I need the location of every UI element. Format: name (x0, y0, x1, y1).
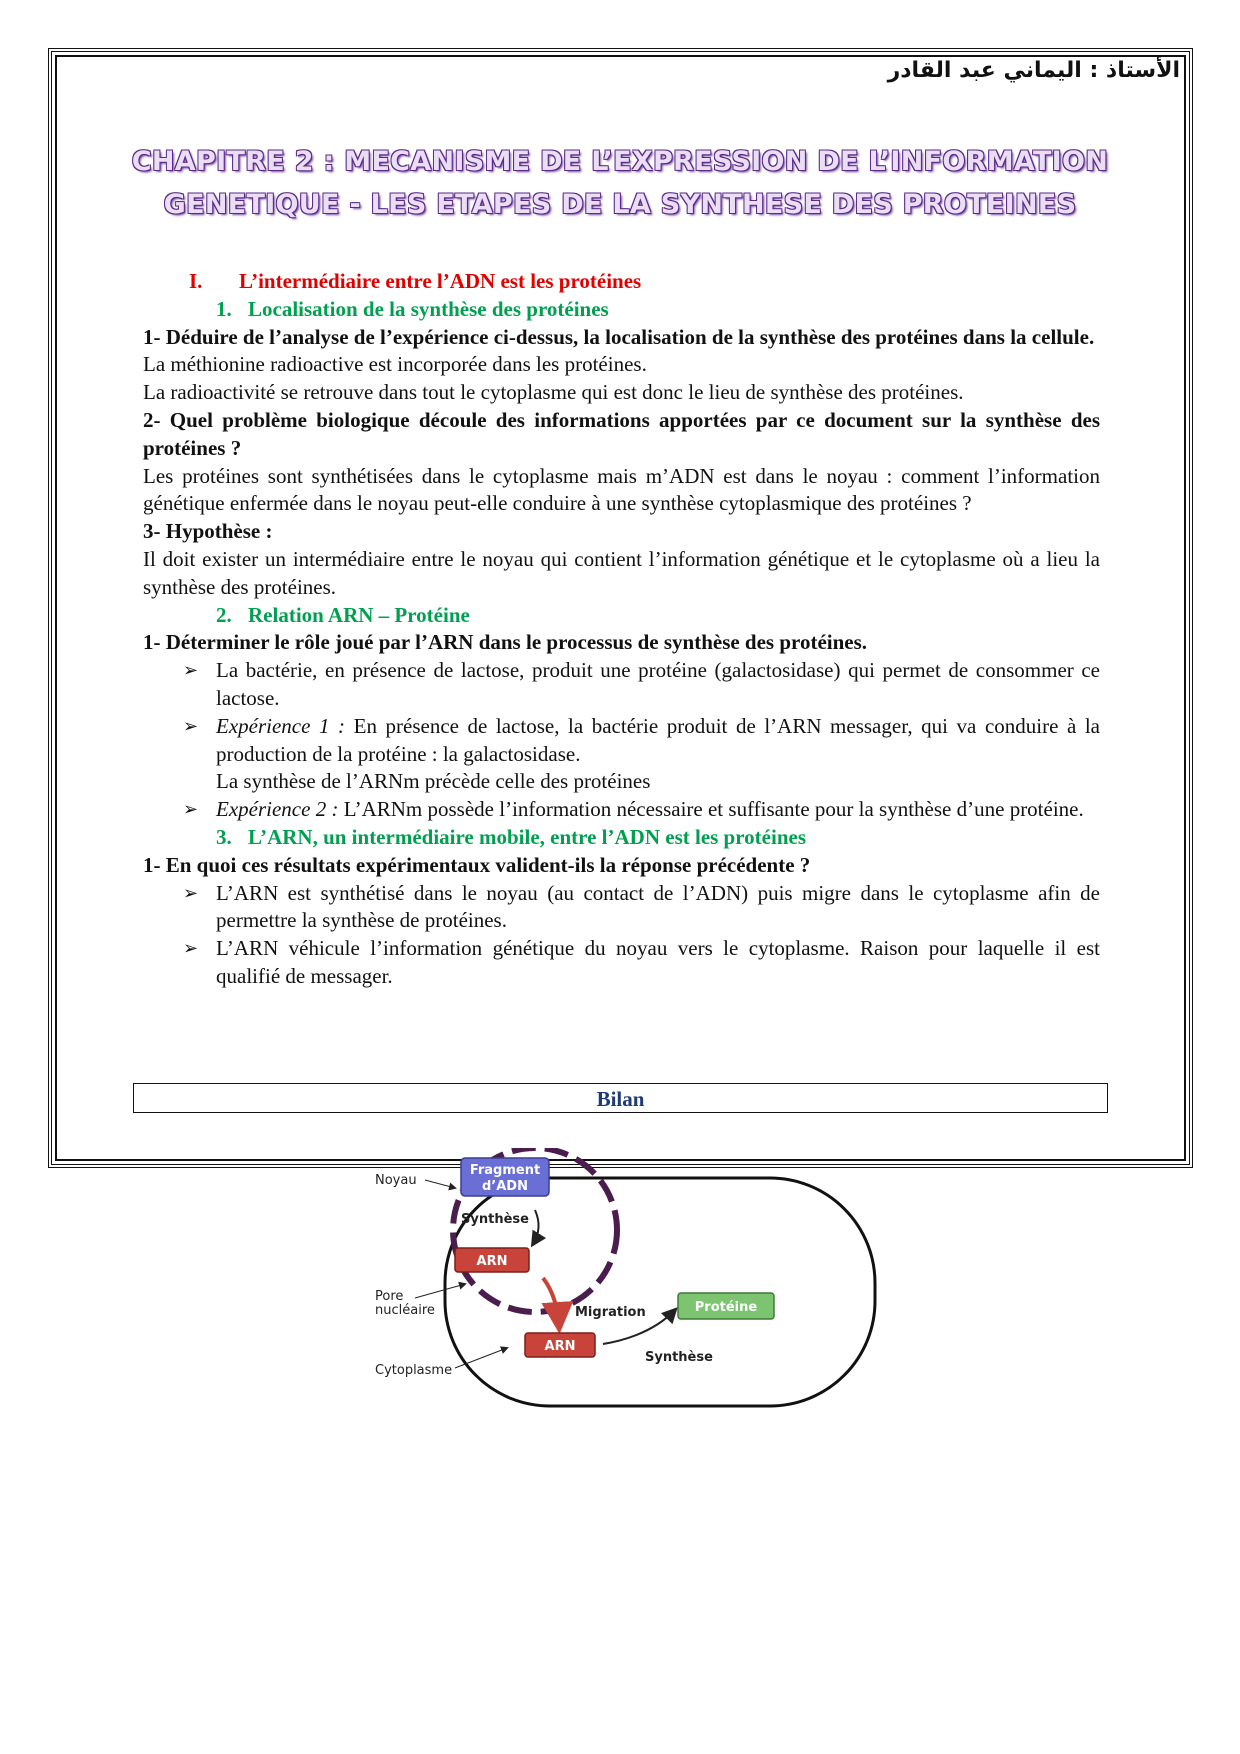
subsection-1-heading: 1. Localisation de la synthèse des protéines (216, 296, 609, 321)
pore-label-2: nucléaire (375, 1303, 435, 1318)
arrow-bullet-icon: ➢ (183, 715, 199, 737)
synthesis-label-1: Synthèse (461, 1212, 529, 1227)
question-1-3: 3- Hypothèse : (143, 519, 273, 544)
synthesis-arrow-1 (533, 1210, 539, 1244)
bullet-2-3: ➢ Expérience 2 : L’ARNm possède l’information nécessaire et suffisante pour la synthèse d’une protéine. (143, 796, 1100, 824)
arrow-bullet-icon: ➢ (183, 799, 199, 821)
dna-label-1: Fragment (469, 1163, 541, 1178)
arrow-bullet-icon: ➢ (183, 882, 199, 904)
answer-1-2: Les protéines sont synthétisées dans le cytoplasme mais m’ADN est dans le noyau : comment l’information génétique enfermée dans le noyau peut-elle conduire à une synthèse cytoplasmique des protéines ? (143, 463, 1100, 516)
subsection-2-heading: 2. Relation ARN – Protéine (216, 602, 470, 627)
question-3-1: 1- En quoi ces résultats expérimentaux valident-ils la réponse précédente ? (143, 852, 811, 877)
title-line-1: CHAPITRE 2 : MECANISME DE L’EXPRESSION DE L’INFORMATION (131, 146, 1109, 177)
answer-1-1a: La méthionine radioactive est incorporée dans les protéines. (143, 352, 647, 377)
title-line-2: GENETIQUE - LES ETAPES DE LA SYNTHESE DES PROTEINES (163, 189, 1077, 220)
question-2-1: 1- Déterminer le rôle joué par l’ARN dans le processus de synthèse des protéines. (143, 630, 868, 655)
bullet-2-1: ➢ La bactérie, en présence de lactose, produit une protéine (galactosidase) qui permet de consommer ce lactose. (183, 658, 1100, 710)
arrow-bullet-icon: ➢ (183, 938, 199, 960)
author-name: الأستاذ : اليماني عبد القادر (887, 58, 1180, 83)
rna-label-1: ARN (476, 1254, 508, 1269)
page-title (90, 140, 1150, 226)
nucleus-pointer (425, 1180, 455, 1188)
nucleus-label: Noyau (375, 1173, 417, 1188)
migration-arrow (543, 1278, 559, 1326)
answer-1-3: Il doit exister un intermédiaire entre le noyau qui contient l’information génétique et le cytoplasme où a lieu la synthèse des protéines. (143, 546, 1100, 599)
note-2-2: La synthèse de l’ARNm précède celle des protéines (216, 769, 651, 794)
migration-label: Migration (575, 1305, 646, 1320)
pore-label-1: Pore (375, 1289, 404, 1304)
bullet-2-2: ➢ Expérience 1 : En présence de lactose, la bactérie produit de l’ARN messager, qui va conduire à la production de la protéine : la galactosidase. (183, 713, 1101, 766)
arrow-bullet-icon: ➢ (183, 660, 199, 682)
bullet-3-1: ➢ L’ARN est synthétisé dans le noyau (au contact de l’ADN) puis migre dans le cytoplasme afin de permettre la synthèse de protéines. (183, 880, 1100, 933)
section-1-heading: I. L’intermédiaire entre l’ADN est les protéines (189, 269, 642, 293)
synthesis-label-2: Synthèse (645, 1350, 713, 1365)
question-1-2: 2- Quel problème biologique découle des informations apportées par ce document sur la synthèse des protéines ? (143, 407, 1100, 460)
answer-1-1b: La radioactivité se retrouve dans tout le cytoplasme qui est donc le lieu de synthèse des protéines. (143, 380, 964, 405)
protein-label: Protéine (694, 1300, 758, 1315)
bullet-3-2: ➢ L’ARN véhicule l’information génétique du noyau vers le cytoplasme. Raison pour laquelle il est qualifié de messager. (183, 936, 1100, 988)
main-content (143, 268, 1100, 991)
rna-label-2: ARN (544, 1339, 576, 1354)
subsection-3-heading: 3. L’ARN, un intermédiaire mobile, entre l’ADN est les protéines (216, 824, 806, 849)
protein-synthesis-diagram (375, 1148, 895, 1410)
cytoplasm-label: Cytoplasme (375, 1363, 453, 1378)
bilan-box: Bilan (133, 1083, 1108, 1113)
pore-pointer (415, 1284, 465, 1298)
dna-label-2: d’ADN (482, 1179, 528, 1194)
question-1-1: 1- Déduire de l’analyse de l’expérience ci-dessus, la localisation de la synthèse des protéines dans la cellule. (143, 324, 1095, 349)
